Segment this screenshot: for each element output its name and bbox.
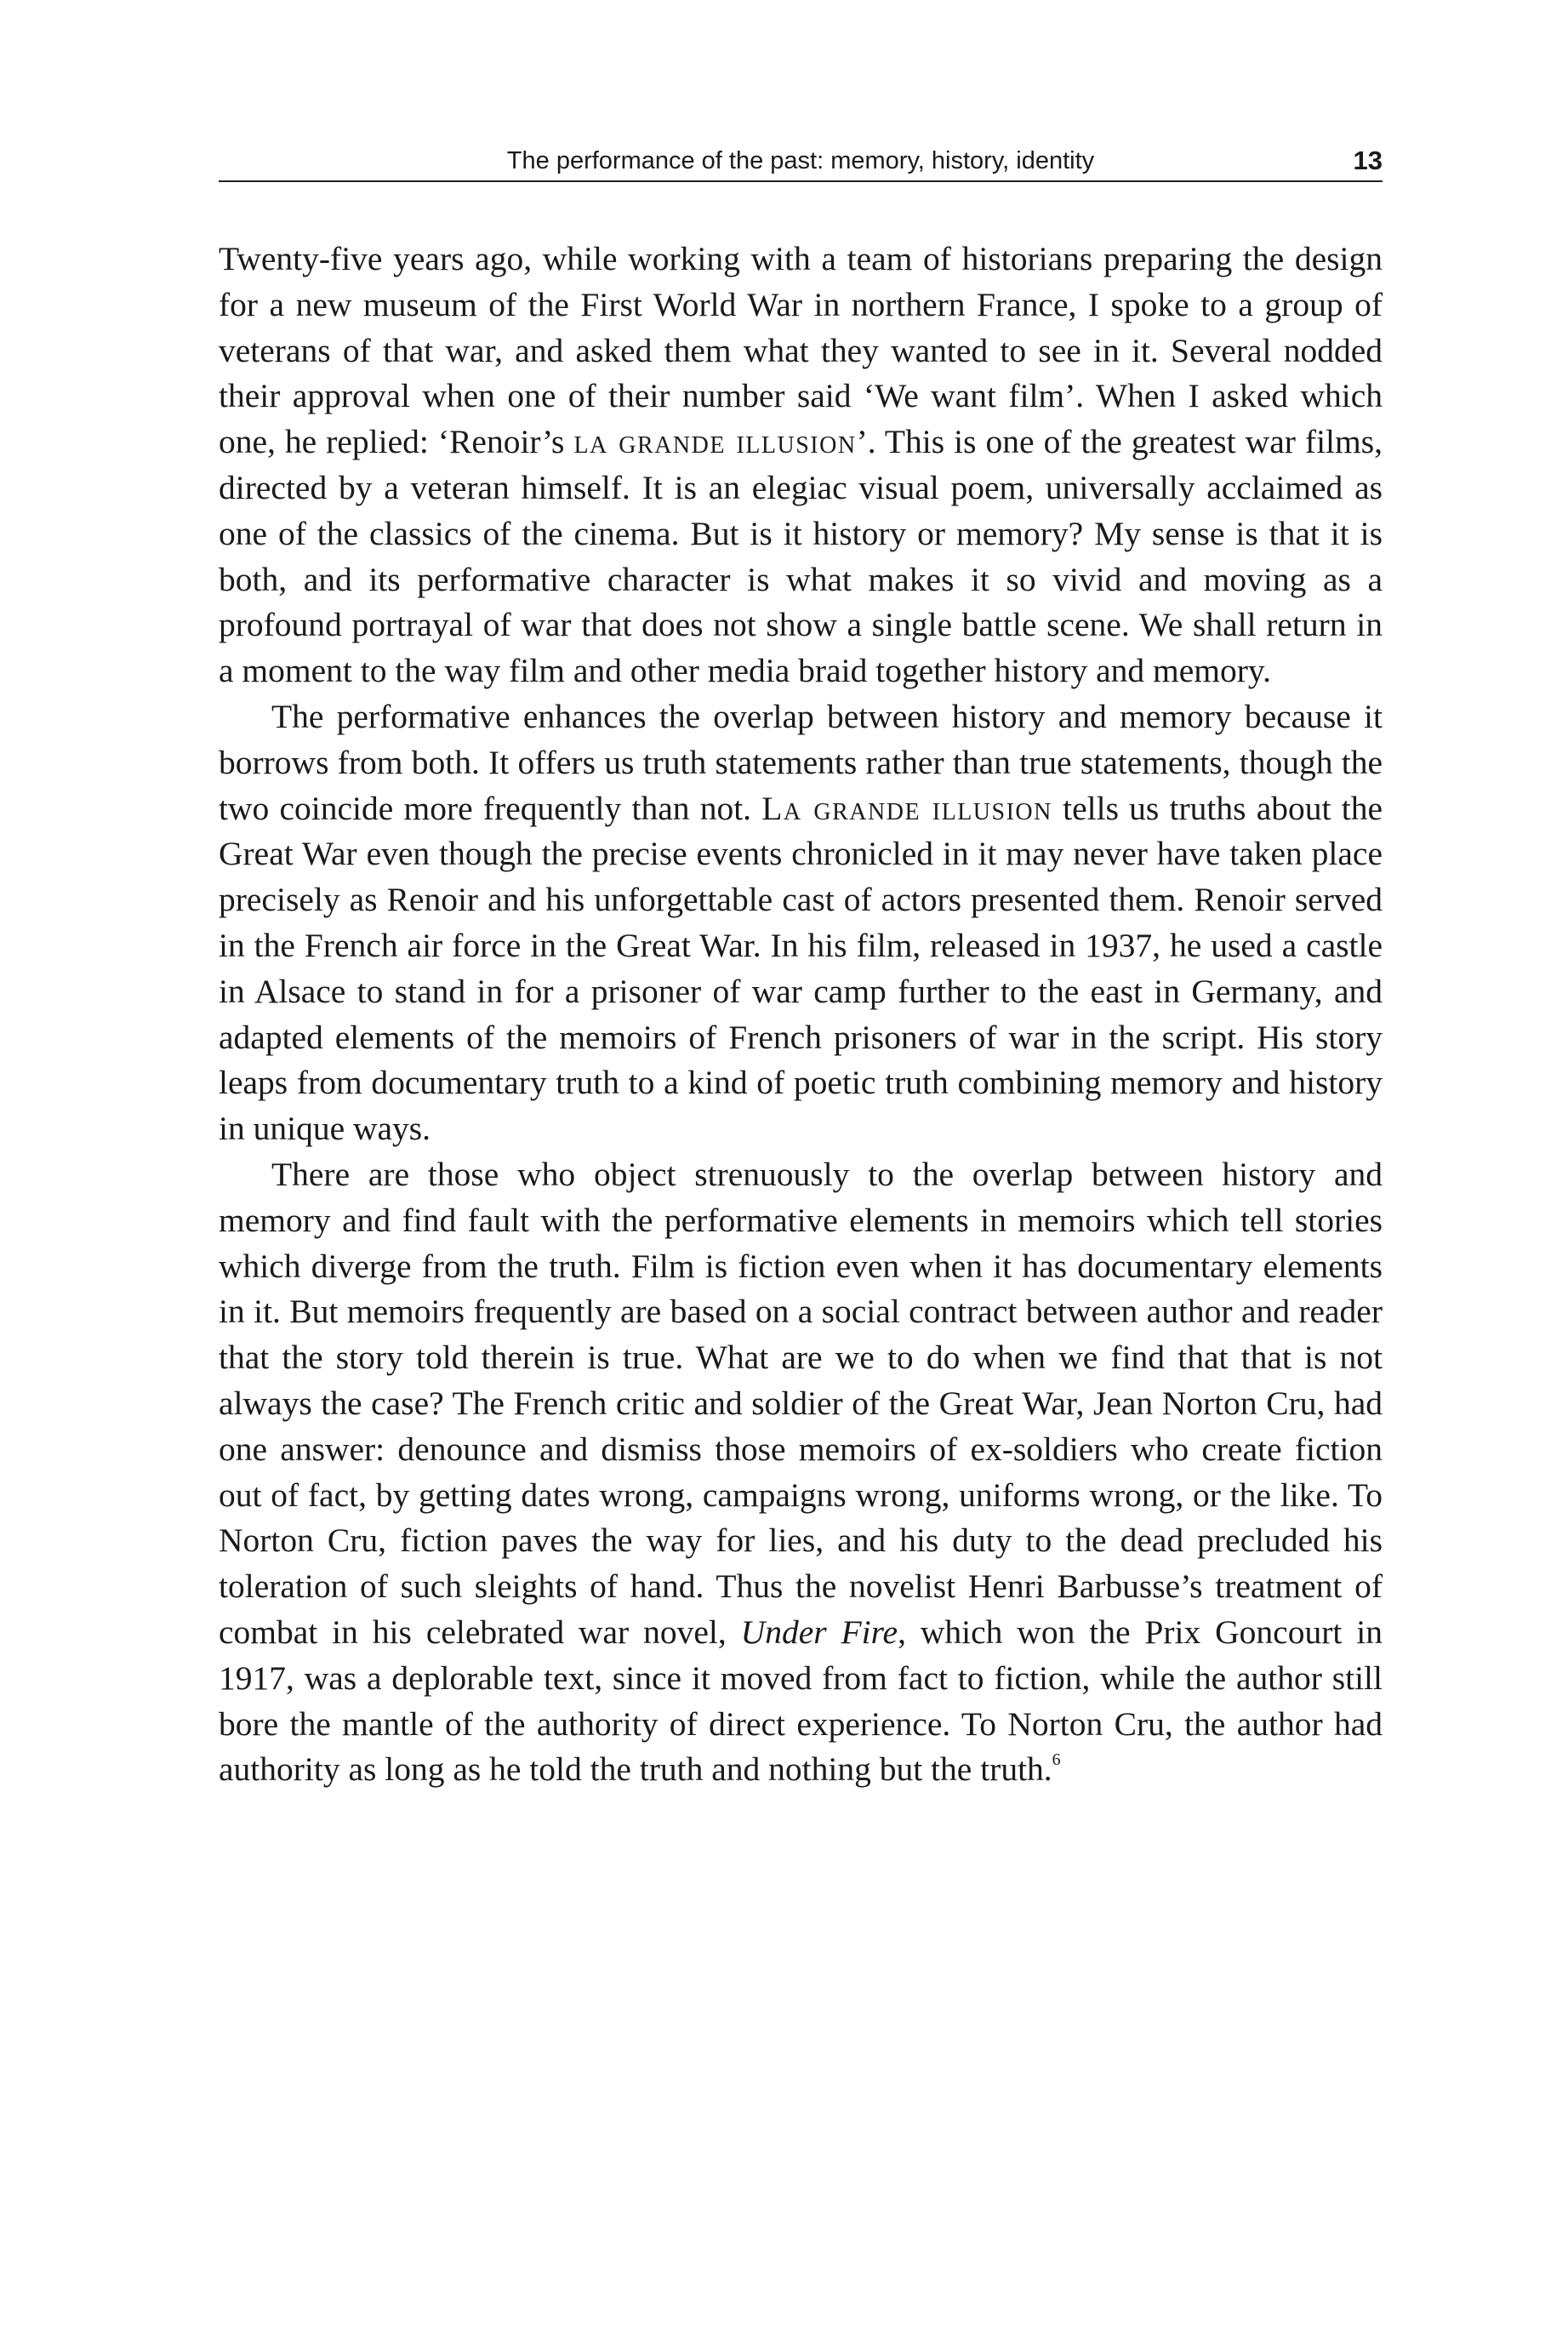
paragraph-3-text-b: , which won the Prix Goncourt in 1917, was a deplorable text, since it moved from fact to fiction, while the author still bore the mantle of the authority of direct experience. To Norton Cru, the author had authority as long as he told the truth and nothing but the truth. — [219, 1613, 1383, 1789]
running-title: The performance of the past: memory, history, identity — [506, 147, 1095, 174]
film-title-small-caps: La grande illusion — [761, 789, 1052, 827]
paragraph-1-text-a: Twenty-five years ago, while working with a team of historians preparing the design for a new museum of the First World War in northern France, I spoke to a group of veterans of that war, and asked them what they wanted to see in it. Several nodded their approval when one of their number said ‘We want film’. When I asked which one, he replied: ‘Renoir’s — [219, 240, 1383, 461]
paragraph-2-text-a: The performative enhances the overlap between history and memory because it borrows from both. It offers us truth statements rather than true statements, though the two coincide more frequently than not. — [219, 697, 1383, 827]
paragraph-2 — [219, 694, 1383, 1152]
paragraph-3 — [219, 1152, 1383, 1793]
paragraph-3-text-a: There are those who object strenuously to the overlap between history and memory and find fault with the performative elements in memoirs which tell stories which diverge from the truth. Film is fiction even when it has documentary elements in it. But memoirs frequently are based on a social contract between author and reader that the story told therein is true. What are we to do when we find that that is not always the case? The French critic and soldier of the Great War, Jean Norton Cru, had one answer: denounce and dismiss those memoirs of ex-soldiers who create fiction out of fact, by getting dates wrong, campaigns wrong, uniforms wrong, or the like. To Norton Cru, fiction paves the way for lies, and his duty to the dead precluded his toleration of such sleights of hand. Thus the novelist Henri Barbusse’s treatment of combat in his celebrated war novel, — [219, 1155, 1383, 1651]
film-title-small-caps: la grande illusion — [573, 423, 857, 461]
novel-title-italic: Under Fire — [740, 1613, 898, 1651]
running-header — [219, 145, 1383, 182]
paragraph-2-text-b: tells us truths about the Great War even though the precise events chronicled in it may never have taken place precisely as Renoir and his unforgettable cast of actors presented them. Renoir served in the French air force in the Great War. In his film, released in 1937, he used a castle in Alsace to stand in for a prisoner of war camp further to the east in Germany, and adapted elements of the memoirs of French prisoners of war in the script. His story leaps from documentary truth to a kind of poetic truth combining memory and history in unique ways. — [219, 789, 1383, 1148]
paragraph-1-text-b: ’. This is one of the greatest war films, directed by a veteran himself. It is an elegiac visual poem, universally acclaimed as one of the classics of the cinema. But is it history or memory? My sense is that it is both, and its performative character is what makes it so vivid and moving as a profound portrayal of war that does not show a single battle scene. We shall return in a moment to the way film and other media braid together history and memory. — [219, 423, 1383, 690]
paragraph-1 — [219, 237, 1383, 694]
page-number: 13 — [1353, 146, 1383, 175]
book-page — [219, 145, 1383, 1793]
body-text — [219, 237, 1383, 1793]
footnote-marker[interactable]: 6 — [1052, 1750, 1061, 1770]
